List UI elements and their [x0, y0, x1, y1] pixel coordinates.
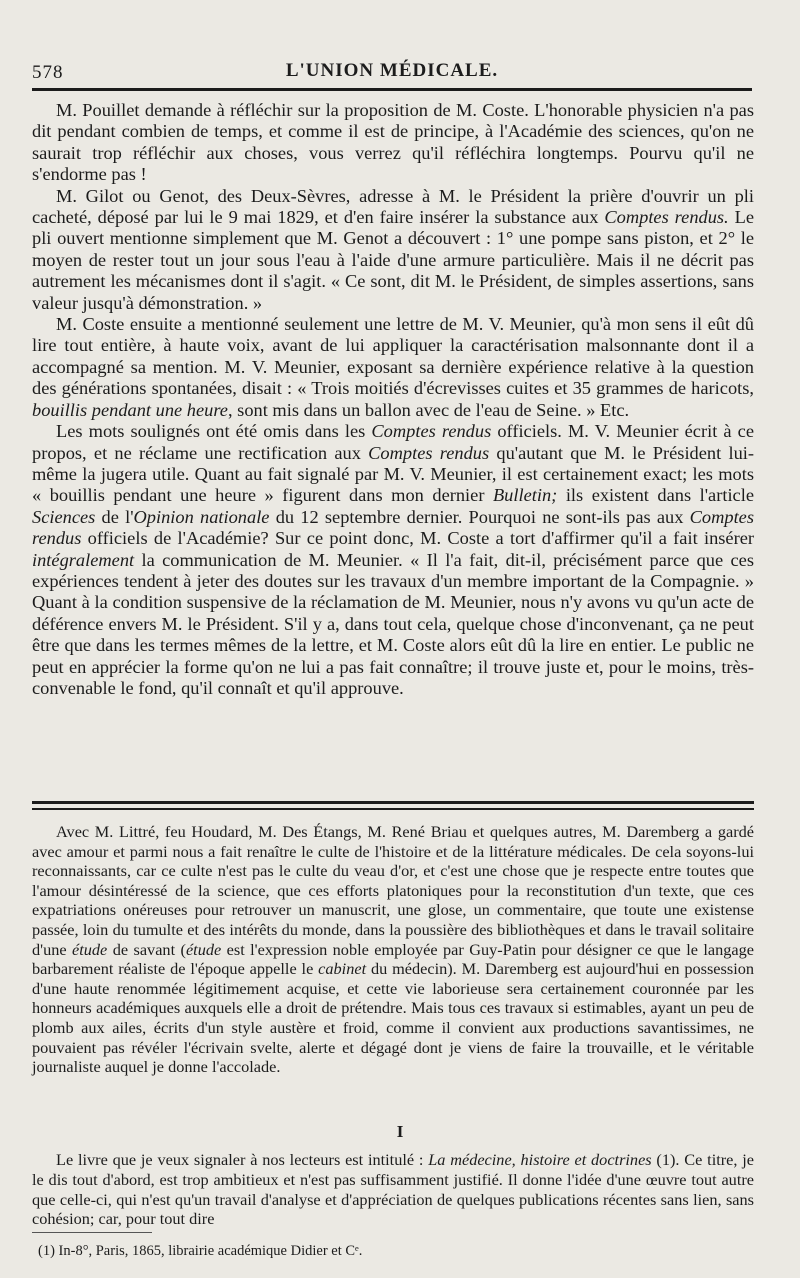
paragraph-daremberg: Avec M. Littré, feu Houdard, M. Des Étangs, M. René Briau et quelques autres, M. Daremberg a gardé avec amour et parmi nous a fait renaître le culte de l'histoire et de la littérature médicales. De cela soyons-lui reconnaissants, car ce culte n'est pas le culte du veau d'or, et c'est une chose que je respecte entre toutes que l'amour désintéressé de la science, que ces efforts platoniques pour la reconstitution d'un texte, que ces expatriations onéreuses pour retrouver un manuscrit, une glose, un commentaire, que toute une existense passée, loin du tumulte et des intérêts du monde, dans la poussière des bibliothèques et dans le travail solitaire d'une étude de savant (étude est l'expression noble employée par Guy-Patin pour désigner ce que le langage barbarement réaliste de l'époque appelle le cabinet du médecin). M. Daremberg est aujourd'hui en possession d'une haute renommée légitimement acquise, et cette vie laborieuse sera certainement couronnée par les honneurs académiques auxquels elle a droit de prétendre. Mais tous ces travaux si estimables, ayant un peu de plomb aux ailes, écrits d'un style austère et froid, comme il convient aux productions savantissimes, ne pouvaient pas révéler l'écrivain svelte, alerte et dégagé dont je viens de faire la trouvaille, et le véritable journaliste auquel je donne l'accolade. [32, 822, 755, 1077]
feuilleton-divider-top [32, 801, 754, 804]
paragraph-pouillet: M. Pouillet demande à réfléchir sur la proposition de M. Coste. L'honorable physicien n'a pas dit pendant combien de temps, et comme il est de principe, à l'Académie des sciences, qu'on ne saurait trop réfléchir aux choses, vous verrez qu'il réfléchira longtemps. Pourvu qu'il ne s'endorme pas ! [32, 100, 754, 185]
feuilleton-section [32, 822, 754, 1077]
footnote: (1) In-8°, Paris, 1865, librairie académique Didier et Cᵉ. [38, 1243, 363, 1259]
footnote-rule [32, 1232, 152, 1233]
paragraph-mots-soulignes: Les mots soulignés ont été omis dans les Comptes rendus officiels. M. V. Meunier écrit à ce propos, et ne réclame une rectification aux Comptes rendus qu'autant que M. le Président lui-même la jugera utile. Quant au fait signalé par M. V. Meunier, il est certainement exact; les mots « bouillis pendant une heure » figurent dans mon dernier Bulletin; ils existent dans l'article Sciences de l'Opinion nationale du 12 septembre dernier. Pourquoi ne sont-ils pas aux Comptes rendus officiels de l'Académie? Sur ce point donc, M. Coste a tort d'affirmer qu'il a fait insérer intégralement la communication de M. Meunier. « Il l'a fait, dit-il, précisément parce que ces expériences tendent à jeter des doutes sur les travaux d'un membre important de la Compagnie. » Quant à la condition suspensive de la réclamation de M. Meunier, nous n'y avons vu qu'un acte de déférence envers M. le Président. S'il y a, dans tout cela, quelque chose d'inconvenant, ça ne peut être que dans les termes mêmes de la lettre, et M. Coste alors eût dû la lire en entier. Le public ne peut en apprécier la forme qu'on ne lui a pas fait connaître; il trouve juste et, pour le moins, très-convenable le fond, qu'il connaît et qu'il approuve. [32, 421, 755, 698]
paragraph-livre: Le livre que je veux signaler à nos lecteurs est intitulé : La médecine, histoire et doctrines (1). Ce titre, je le dis tout d'abord, est trop ambitieux et n'est pas suffisamment justifié. Il donne l'idée d'une œuvre tout autre que celle-ci, qui n'est qu'un travail d'analyse et d'appréciation de quelques publications récentes sans lien, sans cohésion; car, pour tout dire [32, 1150, 755, 1229]
main-article [32, 100, 754, 699]
paragraph-coste-meunier: M. Coste ensuite a mentionné seulement une lettre de M. V. Meunier, qu'à mon sens il eût dû lire tout entière, à haute voix, avant de lui appliquer la caractérisation malsonnante dont il a accompagné sa mention. M. V. Meunier, exposant sa dernière expérience relative à la question des générations spontanées, disait : « Trois moitiés d'écrevisses cuites et 35 grammes de haricots, bouillis pendant une heure, sont mis dans un ballon avec de l'eau de Seine. » Etc. [32, 314, 754, 420]
running-title: L'UNION MÉDICALE. [285, 60, 499, 81]
page-header [32, 58, 752, 86]
page-number: 578 [32, 62, 64, 83]
feuilleton-section-one [32, 1150, 754, 1229]
header-rule [32, 88, 752, 91]
paragraph-genot: M. Gilot ou Genot, des Deux-Sèvres, adresse à M. le Président la prière d'ouvrir un pli cacheté, déposé par lui le 9 mai 1829, et d'en faire insérer la substance aux Comptes rendus. Le pli ouvert mentionne simplement que M. Genot a découvert : 1° une pompe sans piston, et 2° le moyen de rester tout un jour sous l'eau à l'aide d'une armure particulière. Mais il ne décrit pas autrement les mécanismes dont il s'agit. « Ce sont, dit M. le Président, de simples assertions, sans valeur jusqu'à démonstration. » [32, 185, 755, 313]
section-numeral: I [396, 1122, 404, 1141]
feuilleton-divider-bottom [32, 808, 754, 810]
